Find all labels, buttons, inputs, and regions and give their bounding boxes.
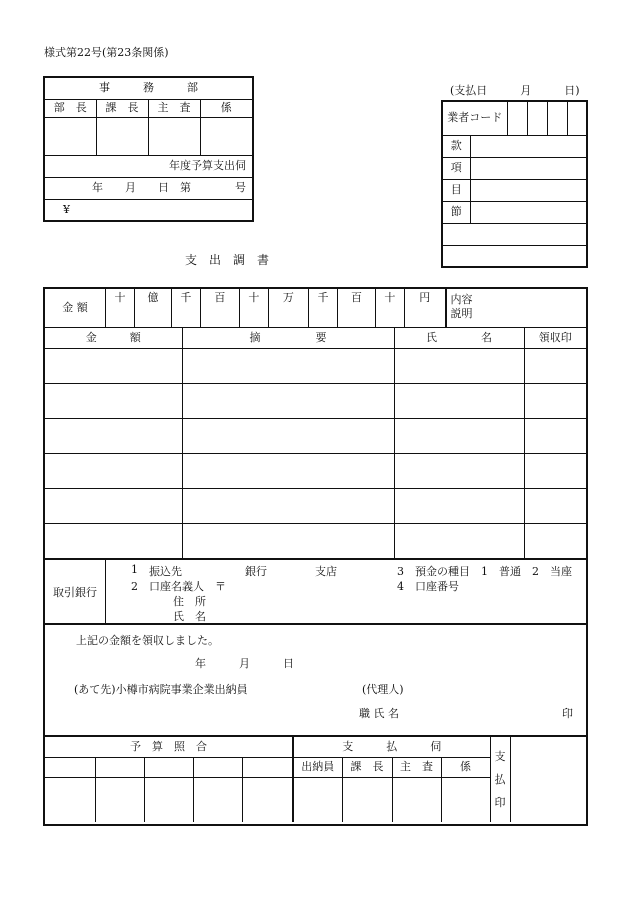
vendor-extra-field[interactable] [442,245,587,267]
summary-cell[interactable] [182,454,394,489]
payment-seal-char: 印 [494,796,506,810]
setsu-field[interactable] [470,201,587,223]
payment-inquiry-header: 支 払 伺 [293,737,490,757]
budget-check-cell[interactable] [95,757,144,777]
amount-cell[interactable] [45,489,182,524]
moku-label: 目 [442,179,470,201]
payment-date-label: (支払日 月 日) [450,84,580,97]
budget-check-header: 予 算 照 合 [45,737,292,757]
main-form [43,287,588,826]
budget-check-cell[interactable] [144,777,193,822]
inquiry-seal-cell[interactable] [293,777,342,822]
seal-cell[interactable] [524,349,586,384]
jimu-approval-box [43,76,254,222]
header-name: 氏 名 [394,328,524,349]
amount-cell[interactable] [45,524,182,559]
digit-label: 百 [200,289,239,327]
vendor-code-digit[interactable] [567,101,587,135]
budget-check-table [45,737,292,822]
receipt-text: 上記の金額を領収しました。 [76,634,219,647]
digit-label: 十 [375,289,404,327]
amount-cell[interactable] [45,349,182,384]
header-summary: 摘 要 [182,328,394,349]
detail-table [45,327,586,558]
header-receipt-seal: 領収印 [524,328,586,349]
setsu-label: 節 [442,201,470,223]
summary-cell[interactable] [182,349,394,384]
name-cell[interactable] [394,384,524,419]
content-description-cell[interactable] [446,289,587,327]
form-title: 支 出 調 書 [185,253,270,267]
budget-check-cell[interactable] [193,777,242,822]
name-cell[interactable] [394,524,524,559]
payment-seal-cell[interactable] [510,737,587,822]
jimu-header: 事 務 部 [44,77,253,99]
role-suitouin: 出納員 [293,757,342,777]
inquiry-seal-cell[interactable] [342,777,392,822]
seal-cell-kakari[interactable] [200,117,253,155]
kan-label: 款 [442,135,470,157]
digit-label: 円 [404,289,445,327]
payment-seal-label [490,737,510,822]
seal-cell[interactable] [524,384,586,419]
payment-inquiry-table [292,737,587,822]
account-holder[interactable]: 2 口座名義人 〒 [131,580,226,593]
digit-label: 百 [338,289,376,327]
digit-label: 千 [308,289,337,327]
moku-field[interactable] [470,179,587,201]
deposit-type[interactable]: 3 預金の種目 1 普通 2 当座 [397,565,572,578]
name-cell[interactable] [394,419,524,454]
seal-cell[interactable] [524,524,586,559]
vendor-code-digit[interactable] [507,101,527,135]
bank-line1-no: 1 [131,563,138,576]
budget-check-cell[interactable] [242,777,292,822]
budget-check-cell[interactable] [45,757,95,777]
table-row [45,489,586,524]
budget-check-cell[interactable] [242,757,292,777]
vendor-code-label: 業者コード [442,101,507,135]
role-kacho: 課 長 [342,757,392,777]
role-bucho: 部 長 [44,99,96,117]
description-label: 説明 [450,306,473,320]
amount-cell[interactable] [45,419,182,454]
seal-cell[interactable] [524,489,586,524]
seal-cell-shusa[interactable] [148,117,200,155]
holder-name[interactable]: 氏 名 [173,610,206,623]
receipt-date[interactable]: 年 月 日 [195,657,294,670]
summary-cell[interactable] [182,489,394,524]
summary-cell[interactable] [182,524,394,559]
header-amount: 金 額 [45,328,182,349]
summary-cell[interactable] [182,419,394,454]
amount-cell[interactable] [45,454,182,489]
summary-cell[interactable] [182,384,394,419]
table-row [45,419,586,454]
bottom-approval-section [45,735,586,824]
kan-field[interactable] [470,135,587,157]
payment-seal-char: 支 [494,749,506,763]
digit-label: 億 [135,289,172,327]
inquiry-seal-cell[interactable] [441,777,490,822]
name-cell[interactable] [394,349,524,384]
vendor-extra-field[interactable] [442,223,587,245]
role-kacho: 課 長 [96,99,148,117]
amount-label: 金 額 [45,289,105,327]
payment-seal-char: 払 [494,772,506,786]
table-row [45,384,586,419]
role-shusa: 主 査 [148,99,200,117]
budget-line[interactable]: 年度予算支出伺 [44,155,253,177]
table-row [45,454,586,489]
account-number[interactable]: 4 口座番号 [397,580,459,593]
budget-check-cell[interactable] [193,757,242,777]
amount-row [45,289,586,327]
yen-amount[interactable]: ¥ [44,199,253,221]
table-row [45,524,586,559]
digit-label: 十 [239,289,268,327]
kou-label: 項 [442,157,470,179]
digit-label: 万 [268,289,308,327]
digit-label: 十 [105,289,134,327]
addressee: (あて先)小樽市病院事業企業出納員 [74,683,248,696]
role-kakari: 係 [441,757,490,777]
digit-label: 千 [171,289,200,327]
name-cell[interactable] [394,489,524,524]
seal-cell[interactable] [524,419,586,454]
form-number: 様式第22号(第23条関係) [44,46,169,59]
content-label: 内容 [450,293,473,306]
role-kakari: 係 [200,99,253,117]
date-line[interactable]: 年 月 日 第 号 [44,177,253,199]
vendor-code-digit[interactable] [547,101,567,135]
seal-cell[interactable] [524,454,586,489]
agent-label: (代理人) [362,683,404,696]
kou-field[interactable] [470,157,587,179]
seal-cell-bucho[interactable] [44,117,96,155]
holder-address[interactable]: 住 所 [173,595,206,608]
branch-suffix: 支店 [315,565,337,578]
vendor-code-digit[interactable] [527,101,547,135]
title-name-label[interactable]: 職 氏 名 [359,707,399,720]
bank-section [45,558,586,623]
role-shusa: 主 査 [392,757,441,777]
budget-check-cell[interactable] [45,777,95,822]
receipt-section [45,623,586,735]
vendor-code-box [441,100,588,268]
bank-transfer-label: 振込先 [149,565,182,578]
budget-check-cell[interactable] [95,777,144,822]
table-row [45,349,586,384]
seal-cell-kacho[interactable] [96,117,148,155]
name-cell[interactable] [394,454,524,489]
budget-check-cell[interactable] [144,757,193,777]
receipt-seal[interactable]: 印 [562,707,573,720]
inquiry-seal-cell[interactable] [392,777,441,822]
amount-cell[interactable] [45,384,182,419]
bank-label: 取引銀行 [45,560,106,623]
bank-suffix: 銀行 [245,565,267,578]
